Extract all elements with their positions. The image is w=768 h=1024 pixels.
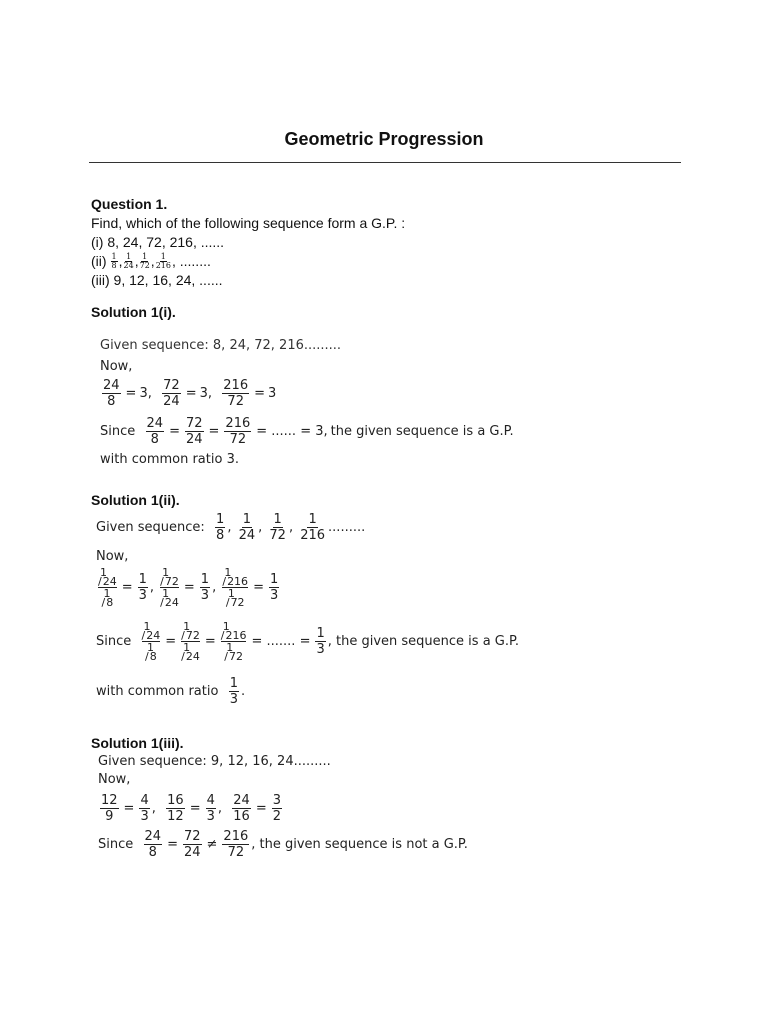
fraction: $\frac{24}{8}$ bbox=[144, 829, 162, 860]
given-sequence: Given sequence: 8, 24, 72, 216......... bbox=[100, 338, 342, 353]
fraction: $\frac{24}{16}$ bbox=[233, 793, 250, 824]
fraction: $\frac{216}{72}$ bbox=[223, 829, 249, 860]
ratio-row: 1 / 24 1 / 8 = $\frac{1}{3}$ , 1 / 72 1 / 24 = $\frac{1}{3}$ , 1 / 216 1 / 72 = $\frac{1}{3}$ bbox=[98, 566, 279, 609]
fraction: $\frac{72}{24}$ bbox=[185, 416, 203, 447]
fraction: $\frac{24}{8}$ bbox=[146, 416, 164, 447]
part-2-suffix: , ........ bbox=[171, 253, 211, 269]
common-ratio: with common ratio $\frac{1}{3}$ . bbox=[96, 676, 246, 707]
fraction: $\frac{1}{3}$ bbox=[269, 572, 279, 603]
page-title: Geometric Progression bbox=[284, 129, 484, 149]
part-2-label: (ii) bbox=[91, 253, 107, 269]
fraction: $\frac{1}{3}$ bbox=[138, 572, 147, 603]
fraction: $\frac{1}{3}$ bbox=[200, 572, 210, 603]
fraction: $\frac{72}{24}$ bbox=[163, 378, 180, 409]
fraction: $\frac{1}{8}$ bbox=[111, 252, 117, 270]
compound-fraction: 1 / 72 1 / 24 bbox=[181, 620, 200, 663]
fraction: $\frac{1}{24}$ bbox=[123, 252, 134, 270]
fraction: $\frac{24}{8}$ bbox=[103, 378, 120, 409]
now-label: Now, bbox=[100, 359, 133, 374]
fraction: $\frac{1}{3}$ bbox=[229, 676, 238, 707]
since-row: Since $\frac{24}{8}$ = $\frac{72}{24}$ = $\frac{216}{72}$ = ...... = 3, the given sequence is a G.P. bbox=[100, 416, 514, 447]
fraction: $\frac{216}{72}$ bbox=[225, 416, 251, 447]
ratio-row: $\frac{24}{8}$ = 3 , $\frac{72}{24}$ = 3 , $\frac{216}{72}$ = 3 bbox=[103, 378, 277, 409]
fraction: $\frac{3}{2}$ bbox=[272, 793, 282, 824]
compound-fraction: 1 / 24 1 / 8 bbox=[98, 566, 117, 609]
solution-1i-heading: Solution 1(i). bbox=[91, 304, 176, 320]
question-part-3: (iii) 9, 12, 16, 24, ...... bbox=[91, 272, 223, 288]
now-label: Now, bbox=[98, 772, 131, 787]
now-label: Now, bbox=[96, 549, 129, 564]
compound-fraction: 1 / 216 1 / 72 bbox=[222, 566, 249, 609]
compound-fraction: 1 / 24 1 / 8 bbox=[141, 620, 161, 663]
fraction: $\frac{1}{24}$ bbox=[238, 512, 256, 543]
question-prompt: Find, which of the following sequence form a G.P. : bbox=[91, 215, 406, 231]
fraction: $\frac{16}{12}$ bbox=[167, 793, 184, 824]
question-part-2: (ii) $\frac{1}{8}$ , $\frac{1}{24}$ , $\frac{1}{72}$ , $\frac{1}{216}$ , ........ bbox=[91, 252, 211, 270]
fraction: $\frac{12}{9}$ bbox=[101, 793, 118, 824]
since-row: Since 1 / 24 1 / 8 = 1 / 72 1 / 24 = 1 / 216 1 / 72 = ....... = $\frac{1}{3}$ , the given sequence is a G.P. bbox=[96, 620, 519, 663]
fraction: $\frac{4}{3}$ bbox=[206, 793, 215, 824]
solution-1ii-heading: Solution 1(ii). bbox=[91, 492, 180, 508]
compound-fraction: 1 / 216 1 / 72 bbox=[220, 620, 247, 663]
since-row: Since $\frac{24}{8}$ = $\frac{72}{24}$ ≠ $\frac{216}{72}$ , the given sequence is not a G.P. bbox=[98, 829, 468, 860]
question-part-1: (i) 8, 24, 72, 216, ...... bbox=[91, 234, 225, 250]
fraction: $\frac{216}{72}$ bbox=[223, 378, 249, 409]
given-sequence: Given sequence: 9, 12, 16, 24......... bbox=[98, 754, 331, 769]
common-ratio: with common ratio 3. bbox=[100, 452, 239, 467]
title-divider bbox=[89, 162, 681, 163]
question-heading: Question 1. bbox=[91, 196, 168, 212]
compound-fraction: 1 / 72 1 / 24 bbox=[160, 566, 179, 609]
fraction: $\frac{1}{8}$ bbox=[216, 512, 225, 543]
fraction: $\frac{72}{24}$ bbox=[183, 829, 201, 860]
solution-1iii-work bbox=[98, 754, 658, 874]
question-block bbox=[91, 195, 405, 290]
fraction: $\frac{1}{3}$ bbox=[316, 626, 325, 657]
fraction: $\frac{1}{216}$ bbox=[155, 252, 171, 270]
given-sequence: Given sequence: $\frac{1}{8}$ , $\frac{1}{24}$ , $\frac{1}{72}$ , $\frac{1}{216}$ ......... bbox=[96, 512, 366, 543]
solution-1iii-heading: Solution 1(iii). bbox=[91, 735, 184, 751]
fraction: $\frac{1}{216}$ bbox=[300, 512, 326, 543]
fraction: $\frac{4}{3}$ bbox=[140, 793, 149, 824]
fraction: $\frac{1}{72}$ bbox=[139, 252, 150, 270]
ratio-row: $\frac{12}{9}$ = $\frac{4}{3}$ , $\frac{16}{12}$ = $\frac{4}{3}$ , $\frac{24}{16}$ = $\frac{3}{2}$ bbox=[101, 793, 282, 824]
solution-1ii-work bbox=[96, 512, 696, 712]
fraction: $\frac{1}{72}$ bbox=[269, 512, 286, 543]
solution-1i-work bbox=[100, 338, 660, 473]
